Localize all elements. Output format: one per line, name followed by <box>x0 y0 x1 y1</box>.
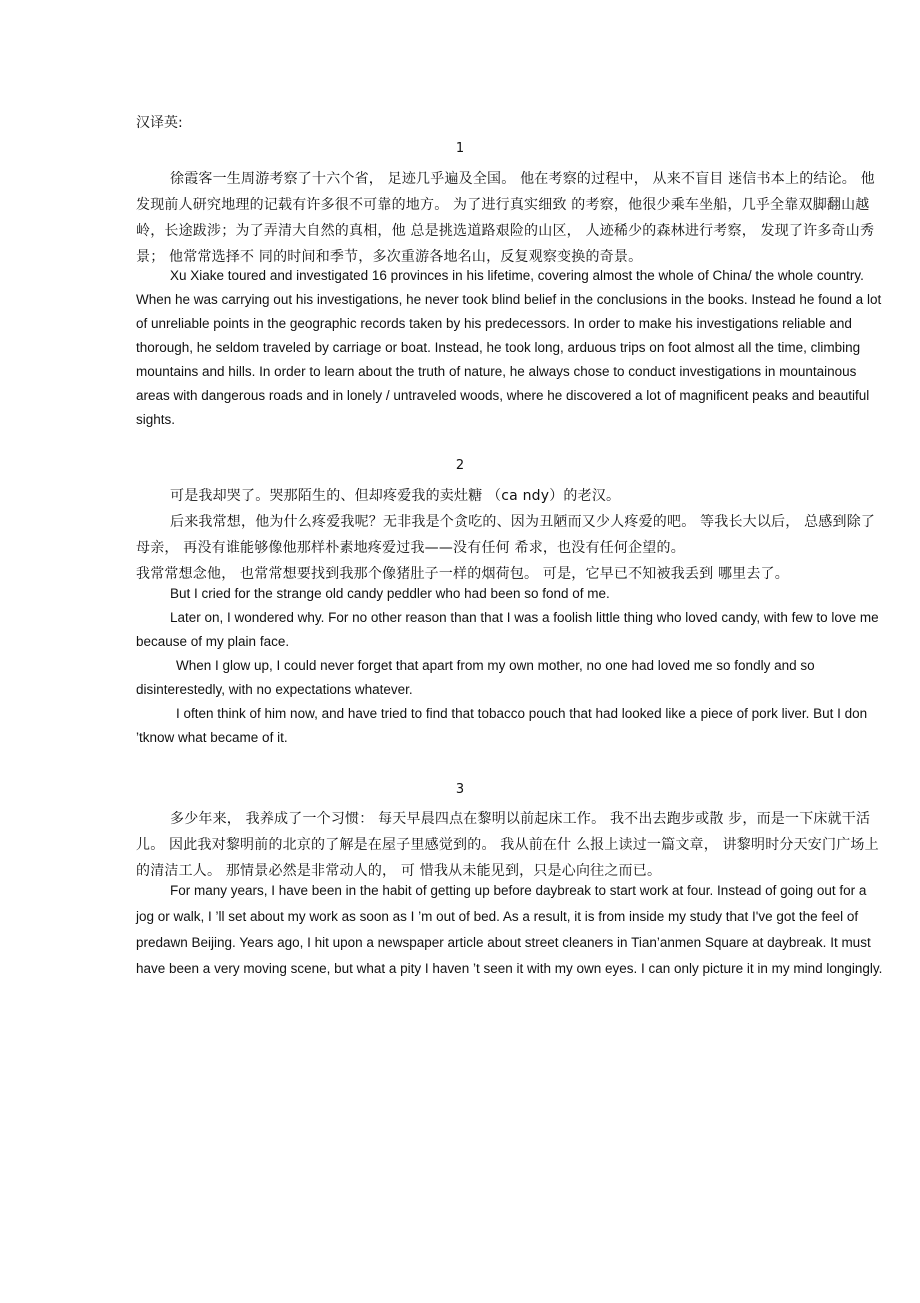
section-3-english <box>136 878 888 982</box>
chinese-paragraph: 多少年来， 我养成了一个习惯： 每天早晨四点在黎明以前起床工作。 我不出去跑步或散 步，而是一下床就干活儿。 因此我对黎明前的北京的了解是在屋子里感觉到的。 我从前在什 么报上读过一篇文章， 讲黎明时分天安门广场上的清洁工人。 那情景必然是非常动人的， 可 惜我从未能见到，只是心向往之而已。 <box>136 811 879 879</box>
english-paragraph: But I cried for the strange old candy peddler who had been so fond of me. <box>170 586 610 601</box>
english-paragraph: Xu Xiake toured and investigated 16 provinces in his lifetime, covering almost the whole of China/ the whole country. When he was carrying out his investigations, he never took blind belief in the conclusions in the books. Instead he found a lot of unreliable points in the geographic records taken by his predecessors. In order to make his investigations reliable and thorough, he seldom traveled by carriage or boat. Instead, he took long, arduous trips on foot almost all the time, climbing mountains and hills. In order to learn about the truth of nature, he always chose to conduct investigations in mountainous areas with dangerous roads and in lonely / untraveled woods, where he discovered a lot of magnificent peaks and beautiful sights. <box>136 268 882 427</box>
section-3-chinese <box>136 806 888 884</box>
english-paragraph: I often think of him now, and have tried to find that tobacco pouch that had looked like a piece of pork liver. But I don ’tknow what became of it. <box>136 706 868 745</box>
chinese-paragraph: 后来我常想，他为什么疼爱我呢？无非我是个贪吃的、因为丑陋而又少人疼爱的吧。 等我长大以后， 总感到除了母亲， 再没有谁能够像他那样朴素地疼爱过我——没有任何 希求，也没有任何企望的。 <box>136 514 876 556</box>
section-2-chinese <box>136 483 888 587</box>
chinese-paragraph: 我常常想念他， 也常常想要找到我那个像猪肚子一样的烟荷包。 可是，它早已不知被我丢到 哪里去了。 <box>136 566 789 582</box>
page-heading: 汉译英: <box>136 115 183 131</box>
section-1-english <box>136 264 888 432</box>
section-number-3: 3 <box>455 782 465 797</box>
chinese-paragraph: 徐霞客一生周游考察了十六个省， 足迹几乎遍及全国。 他在考察的过程中， 从来不盲目 迷信书本上的结论。 他发现前人研究地理的记载有许多很不可靠的地方。 为了进行真实细致 的考察，他很少乘车坐船，几乎全靠双脚翻山越岭，长途跋涉；为了弄清大自然的真相，他 总是挑选道路艰险的山区， 人迹稀少的森林进行考察， 发现了许多奇山秀景； 他常常选择不 同的时间和季节，多次重游各地名山，反复观察变换的奇景。 <box>136 171 875 265</box>
section-1-chinese <box>136 166 888 270</box>
section-number-1: 1 <box>455 141 465 156</box>
english-paragraph: For many years, I have been in the habit of getting up before daybreak to start work at four. Instead of going out for a jog or walk, I ’ll set about my work as soon as I ’m out of bed. As a result, it is from inside my study that I've got the feel of predawn Beijing. Years ago, I hit upon a newspaper article about street cleaners in Tian’anmen Square at daybreak. It must have been a very moving scene, but what a pity I haven ’t seen it with my own eyes. I can only picture it in my mind longingly. <box>136 883 883 976</box>
section-2-english <box>136 582 888 750</box>
english-paragraph: Later on, I wondered why. For no other reason than that I was a foolish little thing who loved candy, with few to love me because of my plain face. <box>136 610 879 649</box>
chinese-paragraph: 可是我却哭了。哭那陌生的、但却疼爱我的卖灶糖 （ca ndy）的老汉。 <box>170 488 621 504</box>
section-number-2: 2 <box>455 458 465 473</box>
english-paragraph: When I glow up, I could never forget that apart from my own mother, no one had loved me so fondly and so disinterestedly, with no expectations whatever. <box>136 658 815 697</box>
